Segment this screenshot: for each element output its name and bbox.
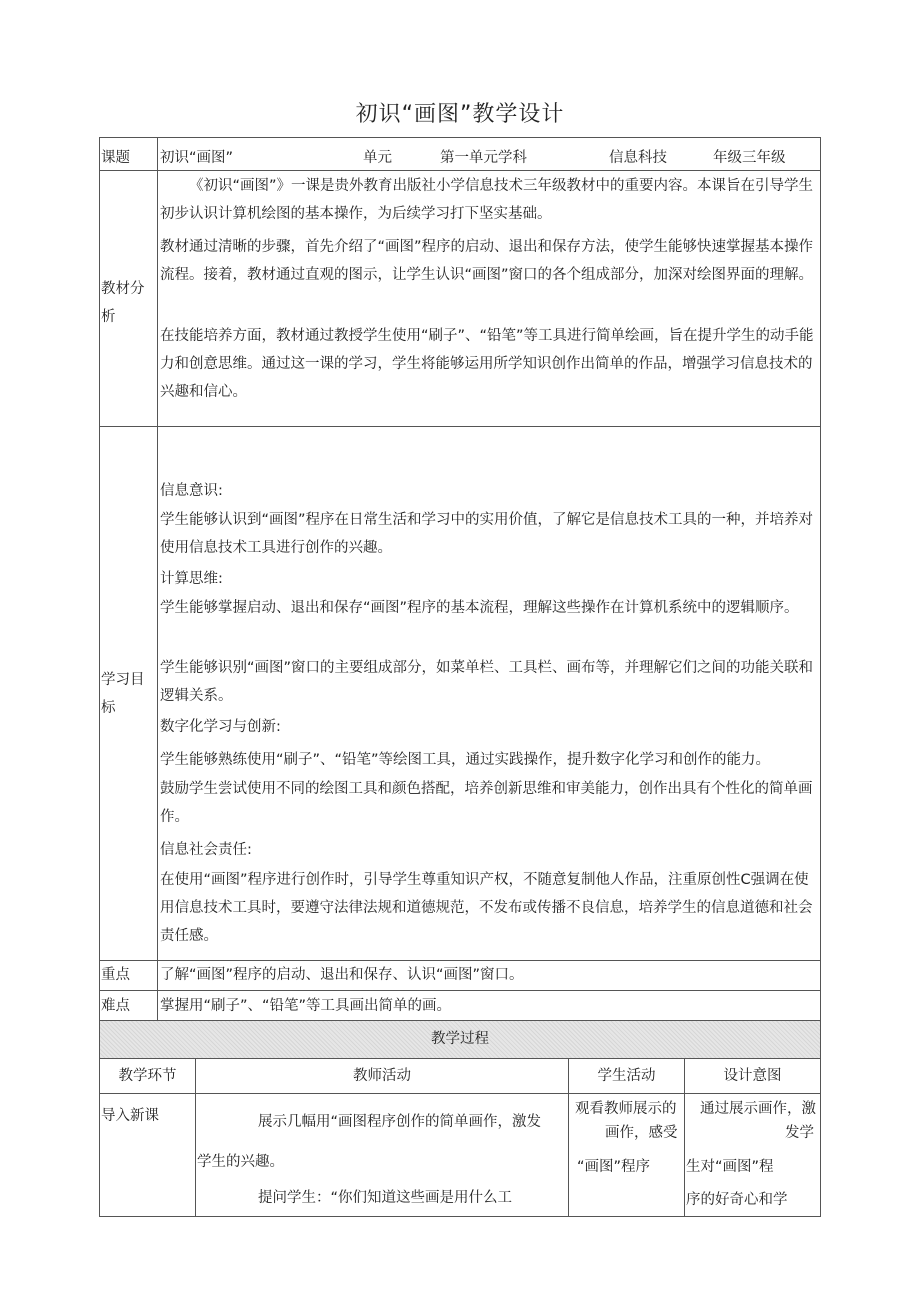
objective-text-computational-thinking-b: 学生能够识别“画图”窗口的主要组成部分，如菜单栏、工具栏、画布等，并理解它们之间的功能关联和逻辑关系。 xyxy=(160,660,814,704)
objective-text-digital-learning-a: 学生能够熟练使用“刷子”、“铅笔”等绘图工具，通过实践操作，提升数字化学习和创作的能力。 xyxy=(160,752,771,768)
material-paragraph-3: 在技能培养方面，教材通过教授学生使用“刷子”、“铅笔”等工具进行简单绘画，旨在提升学生的动手能力和创意思维。通过这一课的学习，学生将能够运用所学知识创作出简单的作品，增强学习信息技术的兴趣和信心。 xyxy=(160,328,814,400)
student-activity-line-1: 观看教师展示的 xyxy=(575,1101,677,1117)
intent-line-1: 通过展示画作，激 xyxy=(700,1101,816,1117)
teacher-activity-line-1: 展示几幅用“画图程序创作的简单画作，激发 xyxy=(258,1114,542,1130)
teacher-activity-line-3: 提问学生：“你们知道这些画是用什么工 xyxy=(258,1190,513,1206)
material-paragraph-1: 《初识“画图”》一课是贵外教育出版社小学信息技术三年级教材中的重要内容。本课旨在引导学生初步认识计算机绘图的基本操作，为后续学习打下坚实基础。 xyxy=(160,178,814,222)
process-title: 教学过程 xyxy=(431,1031,489,1047)
student-activity-line-2: 画作，感受 xyxy=(605,1125,678,1141)
student-activity-line-3: “画图”程序 xyxy=(577,1159,651,1175)
objective-text-info-awareness: 学生能够认识到“画图”程序在日常生活和学习中的实用价值，了解它是信息技术工具的一种，并培养对使用信息技术工具进行创作的兴趣。 xyxy=(160,512,814,556)
material-label: 教材分 析 xyxy=(101,281,145,325)
key-point-label: 重点 xyxy=(101,967,130,983)
unit-label: 单元 xyxy=(363,150,392,166)
unit-value: 第一单元学科 xyxy=(440,150,527,166)
intent-line-2: 发学 xyxy=(785,1125,814,1141)
objective-heading-info-awareness: 信息意识: xyxy=(160,483,223,499)
column-header-student: 学生活动 xyxy=(597,1068,656,1084)
stage-intro: 导入新课 xyxy=(101,1108,159,1124)
teacher-activity-line-2: 学生的兴趣。 xyxy=(197,1154,284,1170)
material-paragraph-2: 教材通过清晰的步骤，首先介绍了“画图”程序的启动、退出和保存方法，使学生能够快速掌握基本操作流程。接着，教材通过直观的图示，让学生认识“画图”窗口的各个组成部分，加深对绘图界面的理解。 xyxy=(160,239,814,283)
objective-text-digital-learning-b: 鼓励学生尝试使用不同的绘图工具和颜色搭配，培养创新思维和审美能力，创作出具有个性化的简单画作。 xyxy=(160,781,813,825)
column-header-teacher: 教师活动 xyxy=(353,1068,411,1084)
objective-text-social-responsibility: 在使用“画图”程序进行创作时，引导学生尊重知识产权，不随意复制他人作品，注重原创性C强调在使用信息技术工具时，要遵守法律法规和道德规范，不发布或传播不良信息，培养学生的信息道德和社会责任感。 xyxy=(160,872,813,944)
objective-heading-social-responsibility: 信息社会责任: xyxy=(160,842,252,858)
difficulty-text: 掌握用“刷子”、“铅笔”等工具画出简单的画。 xyxy=(160,998,452,1014)
difficulty-label: 难点 xyxy=(101,998,130,1014)
objective-heading-digital-learning: 数字化学习与创新: xyxy=(160,719,281,735)
objectives-label: 学习目 标 xyxy=(101,672,145,716)
column-header-stage: 教学环节 xyxy=(118,1068,177,1084)
subject-value: 信息科技 xyxy=(609,150,667,166)
intent-line-3: 生对“画图”程 xyxy=(686,1159,774,1175)
objective-heading-computational-thinking: 计算思维: xyxy=(160,571,223,587)
page-title: 初识“画图”教学设计 xyxy=(355,102,565,127)
topic-label: 课题 xyxy=(101,150,130,166)
column-header-intent: 设计意图 xyxy=(723,1068,782,1084)
topic-value: 初识“画图” xyxy=(160,150,234,166)
intent-line-4: 序的好奇心和学 xyxy=(686,1192,788,1208)
key-point-text: 了解“画图”程序的启动、退出和保存、认识“画图”窗口。 xyxy=(160,967,524,983)
objective-text-computational-thinking-a: 学生能够掌握启动、退出和保存“画图”程序的基本流程，理解这些操作在计算机系统中的逻辑顺序。 xyxy=(160,600,799,616)
grade-value: 年级三年级 xyxy=(713,150,786,166)
